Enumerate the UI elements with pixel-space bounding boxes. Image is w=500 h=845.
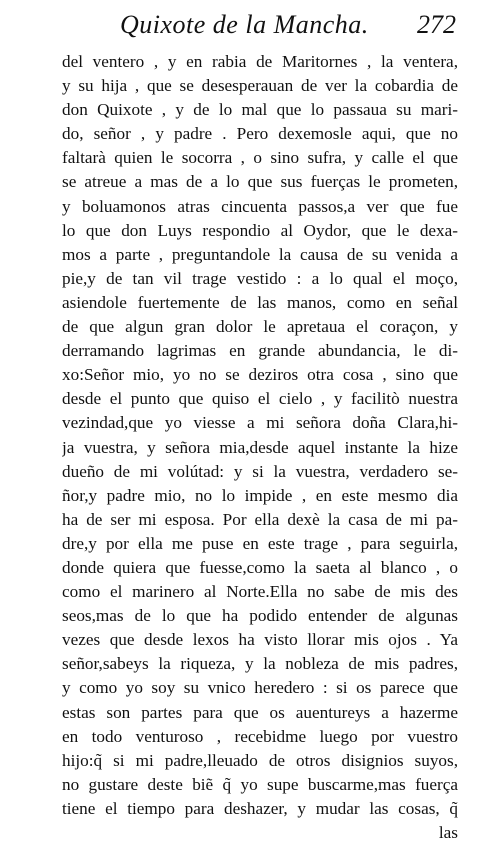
text-line: vezindad,que yo viesse a mi señora doña Clara,hi- — [62, 413, 458, 433]
text-line: dre,y por ella me puse en este trage , para seguirla, — [62, 533, 458, 553]
text-line: do, señor , y padre . Pero dexemosle aqui, que no — [62, 124, 458, 144]
text-line: y su hija , que se desesperauan de ver la cobardia de — [62, 76, 458, 96]
text-line: faltarà quien le socorra , o sino sufra, y calle el que — [62, 148, 458, 168]
text-line: derramando lagrimas en grande abundancia, le di- — [62, 341, 458, 361]
text-line: vezes que desde lexos ha visto llorar mis ojos . Ya — [62, 630, 458, 650]
text-line: mos a parte , preguntandole la causa de su venida a — [62, 244, 458, 264]
running-head — [62, 6, 458, 50]
text-line: y como yo soy su vnico heredero : si os parece que — [62, 678, 458, 698]
text-line: xo:Señor mio, yo no se deziros otra cosa , sino que — [62, 365, 458, 385]
text-line: donde quiera que fuesse,como la saeta al blanco , o — [62, 557, 458, 577]
text-line: ha de ser mi esposa. Por ella dexè la casa de mi pa- — [62, 509, 458, 529]
text-line: no gustare deste biẽ q̃ yo supe buscarme,mas fuerça — [62, 774, 458, 794]
text-line: dueño de mi volútad: y si la vuestra, verdadero se- — [62, 461, 458, 481]
running-title: Quixote de la Mancha. — [120, 10, 369, 39]
text-line: desde el punto que quiso el cielo , y facilitò nuestra — [62, 389, 458, 409]
text-line: asiendole fuertemente de las manos, como en señal — [62, 292, 458, 312]
text-line: hijo:q̃ si mi padre,lleuado de otros disignios suyos, — [62, 750, 458, 770]
text-line: se atreue a mas de a lo que sus fuerças le prometen, — [62, 172, 458, 192]
page-number: 272 — [417, 10, 456, 39]
text-line: señor,sabeys la riqueza, y la nobleza de mis padres, — [62, 654, 458, 674]
text-line: pie,y de tan vil trage vestido : a lo qual el moço, — [62, 268, 458, 288]
text-line: del ventero , y en rabia de Maritornes , la ventera, — [62, 52, 458, 71]
text-line: tiene el tiempo para deshazer, y mudar las cosas, q̃ — [62, 798, 458, 818]
catchword: las — [438, 823, 458, 842]
text-line: lo que don Luys respondio al Oydor, que le dexa- — [62, 220, 458, 240]
text-line: don Quixote , y de lo mal que lo passaua su mari- — [62, 100, 458, 120]
text-line: como el marinero al Norte.Ella no sabe de mis des — [62, 582, 458, 602]
text-line: de que algun gran dolor le apretaua el coraçon, y — [62, 317, 458, 337]
text-line: ja vuestra, y señora mia,desde aquel instante la hize — [62, 437, 458, 457]
text-line: seos,mas de lo que ha podido entender de algunas — [62, 606, 458, 626]
text-line: y boluamonos atras cincuenta passos,a ver que fue — [62, 196, 458, 216]
text-line: ñor,y padre mio, no lo impide , en este mesmo dia — [62, 485, 458, 505]
body-text — [62, 50, 458, 845]
text-line: en todo venturoso , recebidme luego por vuestro — [62, 726, 458, 746]
text-line: estas son partes para que os auentureys a hazerme — [62, 702, 458, 722]
